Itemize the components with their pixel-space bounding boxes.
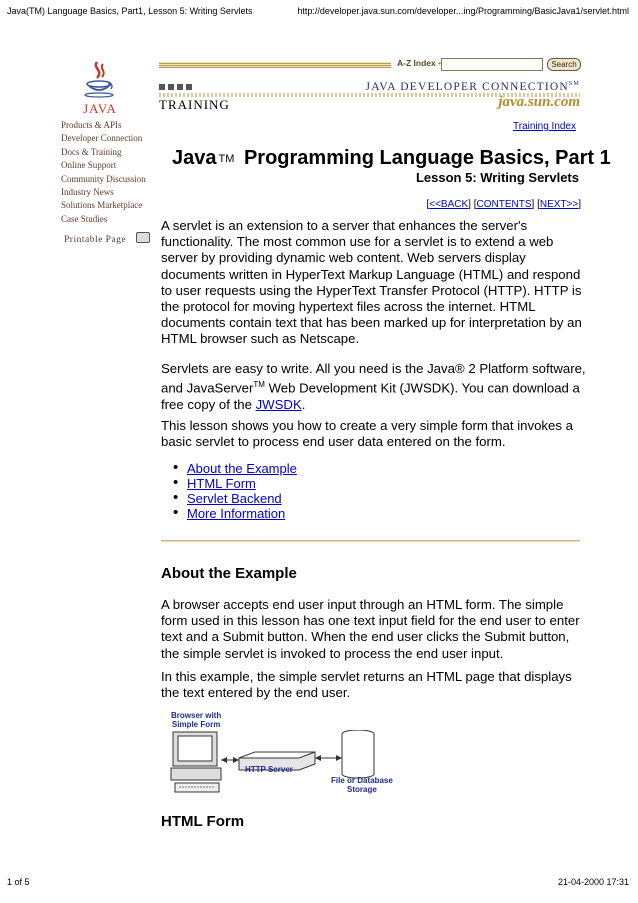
intro-paragraph: A servlet is an extension to a server that enhances the server's functionality. The most common use for a servlet is to extend a web server by providing dynamic web content. Web servers display documents written in HyperText Markup Language (HTML) and respond to user requests using the HyperText Transfer Protocol (HTTP). HTTP is the protocol for moving hypertext files across the internet. HTML documents contain text that has been marked up for interpretation by an HTML browser such as Netscape. [161,218,582,347]
page-nav: [<<BACK] [CONTENTS] [NEXT>>] [426,199,581,210]
servlets-paragraph: Servlets are easy to write. All you need is the Java® 2 Platform software, and JavaServer™ Web Development Kit (JWSDK). You can download a free copy of the JWSDK. [161,361,586,412]
print-header-url: http://developer.java.sun.com/developer...ing/Programming/BasicJava1/servlet.html [297,6,629,16]
java-logo[interactable] [80,58,120,116]
training-index-link[interactable]: Training Index [513,121,576,132]
banner-stripes [159,62,391,68]
sidebar-item-solutions[interactable]: Solutions Marketplace [61,200,143,211]
toc-html-form-link[interactable]: HTML Form [187,476,256,491]
toc-item [161,461,586,476]
sidebar-item-docs-training[interactable]: Docs & Training [61,146,122,157]
architecture-diagram [165,708,405,803]
print-footer-datetime: 21-04-2000 17:31 [557,877,629,887]
html-form-heading: HTML Form [161,813,245,830]
lesson-subtitle: Lesson 5: Writing Servlets [415,170,579,185]
back-link[interactable]: <<BACK [429,199,469,210]
browser-label: Browser with Simple Form [171,711,222,729]
storage-label: File or Database Storage [331,776,393,794]
toc-list [161,461,586,521]
jwsdk-link[interactable]: JWSDK [255,396,302,412]
about-heading: About the Example [161,565,297,582]
sidebar-nav [61,119,146,226]
server-label: HTTP Server [245,765,293,774]
printable-page-label: Printable Page [64,235,127,245]
about-paragraph-2: In this example, the simple servlet returns an HTML page that displays the text entered by the end user. [161,669,572,701]
section-divider [161,540,580,542]
java-logo-text: JAVA [83,101,117,116]
jdc-title: JAVA DEVELOPER CONNECTION℠ [365,81,580,93]
computer-icon [171,732,221,792]
toc-item [161,491,586,506]
section-title: TRAINING [159,97,230,112]
site-name: java.sun.com [498,94,580,110]
print-header-title: Java(TM) Language Basics, Part1, Lesson 5: Writing Servlets [7,6,253,16]
contents-link[interactable]: CONTENTS [476,199,532,210]
toc-more-info-link[interactable]: More Information [187,506,286,521]
search-button[interactable]: Search [547,58,581,71]
coffee-cup-icon [80,58,120,98]
toc-about-link[interactable]: About the Example [187,461,297,476]
next-link[interactable]: NEXT>> [539,199,579,210]
printable-page-link[interactable] [64,232,150,245]
sidebar-item-developer-connection[interactable]: Developer Connection [61,133,143,144]
search-input[interactable] [441,58,543,71]
sidebar-item-online-support[interactable]: Online Support [61,160,117,171]
toc-servlet-backend-link[interactable]: Servlet Backend [187,491,282,506]
sidebar-item-products[interactable]: Products & APIs [61,120,122,130]
lesson-intro-paragraph: This lesson shows you how to create a very simple form that invokes a basic servlet to process end user data entered on the form. [161,418,573,450]
page-title: Java TM Programming Language Basics, Part 1 [172,147,611,169]
sidebar-item-case-studies[interactable]: Case Studies [61,213,108,224]
az-index-link[interactable]: A-Z Index • [397,58,442,68]
toc-item [161,476,586,491]
database-icon [342,730,374,778]
sidebar-item-industry-news[interactable]: Industry News [61,187,114,198]
sidebar-item-community[interactable]: Community Discussion [61,173,146,184]
printer-icon [136,232,150,243]
about-paragraph-1: A browser accepts end user input through an HTML form. The simple form used in this lesson has one text input field for the end user to enter text and a Submit button. When the end user clicks the Submit button, the simple servlet is invoked to process the end user input. [161,597,580,661]
training-squares-icon [159,84,192,90]
toc-item [161,506,586,521]
print-footer-page: 1 of 5 [7,877,30,887]
